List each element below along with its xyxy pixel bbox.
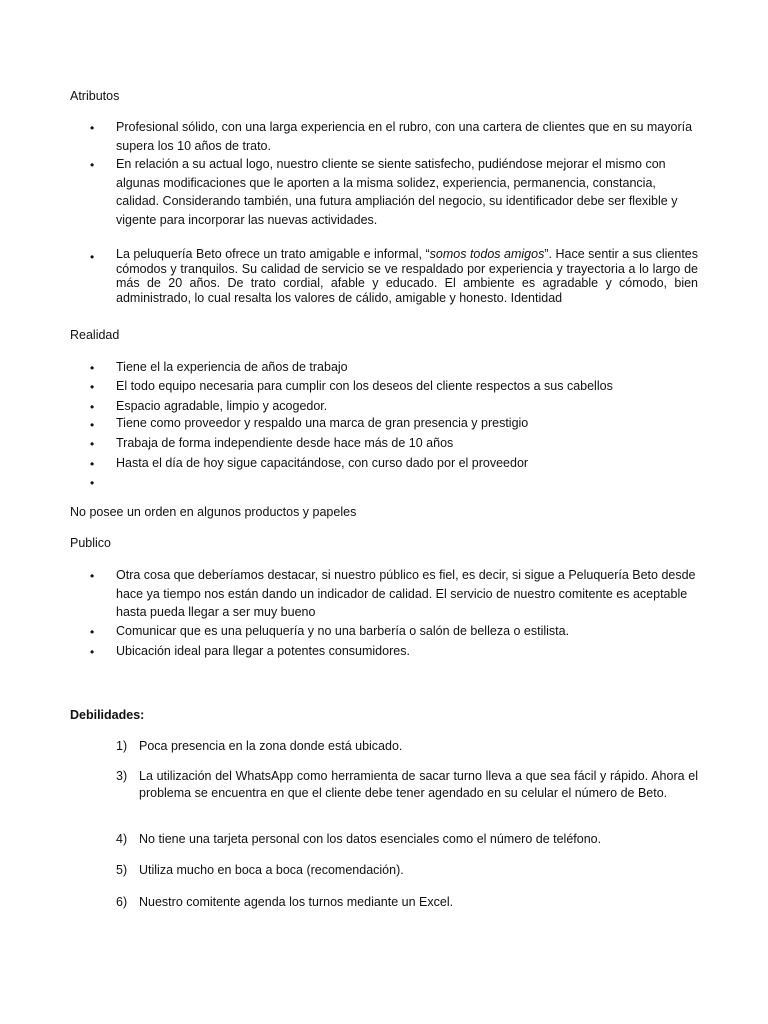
list-item-publico-3: Ubicación ideal para llegar a potentes consumidores.: [116, 644, 410, 658]
list-item-realidad-2: El todo equipo necesaria para cumplir con los deseos del cliente respectos a sus cabellos: [116, 379, 613, 393]
bullet-icon: •: [90, 569, 95, 583]
list-item-debilidad-3: La utilización del WhatsApp como herramienta de sacar turno lleva a que sea fácil y rápido. Ahora el problema se encuentra en que el cliente debe tener agendado en su celular el número de Beto.: [139, 769, 698, 800]
note-text: No posee un orden en algunos productos y papeles: [70, 505, 357, 519]
list-item-atributos-2: En relación a su actual logo, nuestro cliente se siente satisfecho, pudiéndose mejorar el mismo con algunas modificaciones que le aporten a la misma solidez, experiencia, permanencia, constancia, calidad. Considerando también, una futura ampliación del negocio, su identificador debe ser flexible y vigente para incorporar las nuevas actividades.: [116, 157, 678, 227]
item3-text-end: ”. Hace sentir a sus clientes cómodos y tranquilos. Su calidad de servicio se ve respaldado por experiencia y trayectoria a lo largo de más de 20 años. De trato cordial, afable y educado. El ambiente es agradable y cómodo, bien administrado, lo cual resalta los valores de cálido, amigable y honesto. Identidad: [116, 247, 698, 305]
list-number: 1): [116, 739, 128, 753]
bullet-icon: •: [90, 158, 95, 172]
bullet-icon: •: [90, 121, 95, 135]
bullet-icon: •: [90, 457, 95, 471]
list-item-publico-2: Comunicar que es una peluquería y no una barbería o salón de belleza o estilista.: [116, 624, 570, 638]
list-item-atributos-1: Profesional sólido, con una larga experiencia en el rubro, con una cartera de clientes que en su mayoría supera los 10 años de trato.: [116, 120, 693, 153]
item3-text-italic: somos todos amigos: [429, 247, 545, 261]
list-item-debilidad-5: Utiliza mucho en boca a boca (recomendación).: [139, 863, 404, 877]
bullet-icon: •: [90, 625, 95, 639]
section-heading-debilidades: Debilidades:: [70, 708, 145, 722]
list-item-realidad-1: Tiene el la experiencia de años de trabajo: [116, 360, 348, 374]
list-item-realidad-4: Tiene como proveedor y respaldo una marca de gran presencia y prestigio: [116, 416, 529, 430]
list-item-debilidad-4: No tiene una tarjeta personal con los datos esenciales como el número de teléfono.: [139, 832, 602, 846]
bullet-icon: •: [90, 476, 95, 490]
list-item-publico-1: Otra cosa que deberíamos destacar, si nuestro público es fiel, es decir, si sigue a Peluquería Beto desde hace ya tiempo nos están dando un indicador de calidad. El servicio de nuestro comitente es aceptable hasta pueda llegar a ser muy bueno: [116, 568, 696, 619]
bullet-icon: •: [90, 437, 95, 451]
list-number: 4): [116, 832, 128, 846]
bullet-icon: •: [90, 380, 95, 394]
list-item-atributos-3: [116, 247, 698, 305]
list-item-realidad-5: Trabaja de forma independiente desde hace más de 10 años: [116, 436, 454, 450]
section-heading-atributos: Atributos: [70, 89, 120, 103]
bullet-icon: •: [90, 361, 95, 375]
item3-text-start: La peluquería Beto ofrece un trato amigable e informal, “: [116, 247, 430, 261]
bullet-icon: •: [90, 400, 95, 414]
list-item-realidad-3: Espacio agradable, limpio y acogedor.: [116, 399, 328, 413]
list-number: 6): [116, 895, 128, 909]
section-heading-publico: Publico: [70, 536, 111, 550]
list-number: 3): [116, 769, 128, 783]
list-item-realidad-6: Hasta el día de hoy sigue capacitándose, con curso dado por el proveedor: [116, 456, 529, 470]
section-heading-realidad: Realidad: [70, 328, 120, 342]
bullet-icon: •: [90, 250, 95, 264]
list-item-debilidad-6: Nuestro comitente agenda los turnos mediante un Excel.: [139, 895, 454, 909]
list-item-debilidad-1: Poca presencia en la zona donde está ubicado.: [139, 739, 403, 753]
bullet-icon: •: [90, 418, 95, 432]
list-number: 5): [116, 863, 128, 877]
bullet-icon: •: [90, 645, 95, 659]
